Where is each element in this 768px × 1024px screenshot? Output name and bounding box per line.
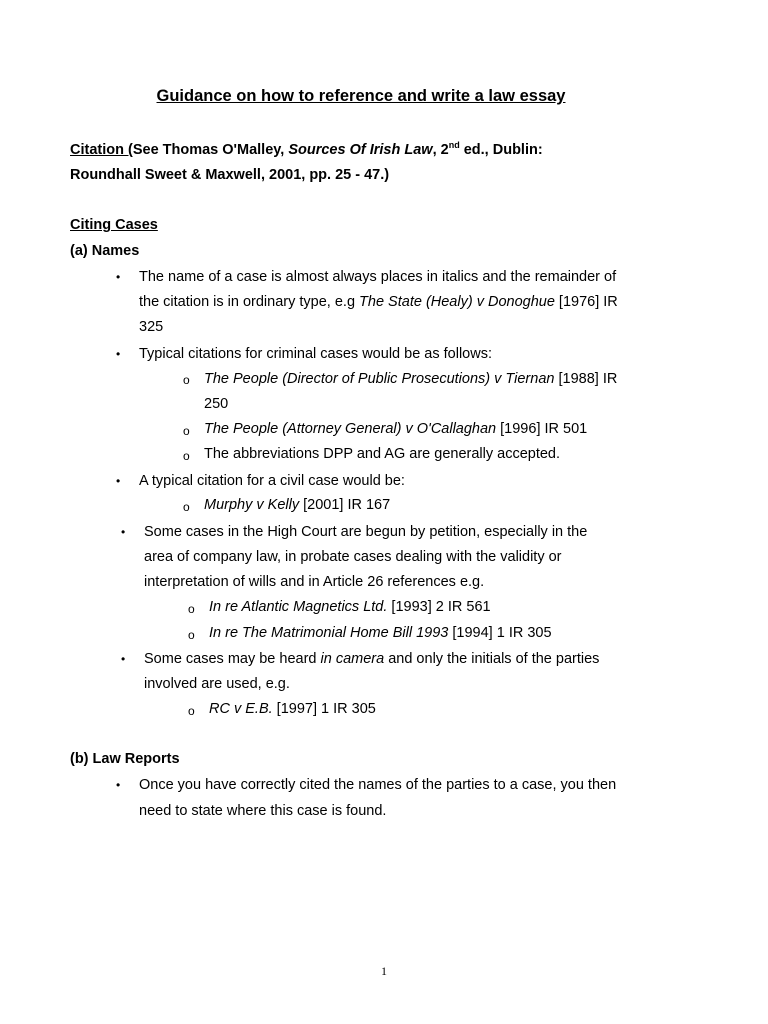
case-name: RC v E.B.: [209, 701, 273, 717]
bullet4-line1: Some cases in the High Court are begun by petition, especially in the: [144, 524, 588, 540]
sub-bullet-icon: o: [183, 424, 190, 438]
case-reference: [1994] 1 IR 305: [448, 625, 552, 641]
case-reference: [1993] 2 IR 561: [387, 599, 491, 615]
case-name: The People (Attorney General) v O'Callaghan: [204, 421, 497, 437]
case-name: Murphy v Kelly: [204, 497, 300, 513]
case-name: In re The Matrimonial Home Bill 1993: [209, 625, 449, 641]
page-title: Guidance on how to reference and write a law essay: [156, 87, 566, 105]
law-reports-subheading: (b) Law Reports: [70, 751, 180, 767]
bullet-icon: •: [116, 474, 121, 488]
bullet2-text: Typical citations for criminal cases would be as follows:: [139, 346, 492, 362]
case-reference: [2001] IR 167: [299, 497, 391, 513]
citation-line-1: [70, 141, 543, 159]
case-reference: [1997] 1 IR 305: [272, 701, 376, 717]
bullet5-line1: [144, 650, 599, 668]
bullet5-text-a: Some cases may be heard: [144, 651, 321, 667]
citation-text-c: ed., Dublin:: [459, 142, 543, 158]
bullet4-line3: interpretation of wills and in Article 26 references e.g.: [144, 574, 485, 590]
citation-text-b: , 2: [432, 142, 449, 158]
bullet1-line1: The name of a case is almost always places in italics and the remainder of: [139, 269, 617, 285]
names-subheading: (a) Names: [70, 243, 140, 259]
bullet5-sub1: [209, 700, 376, 718]
bullet1-text: the citation is in ordinary type, e.g: [139, 294, 360, 310]
case-name: The State (Healy) v Donoghue: [359, 294, 555, 310]
bullet2-sub1-cont: 250: [204, 396, 229, 412]
bullet-icon: •: [116, 270, 121, 284]
sub-bullet-icon: o: [188, 602, 195, 616]
sub-bullet-icon: o: [183, 500, 190, 514]
citation-book-title: Sources Of Irish Law: [288, 142, 433, 158]
sub-bullet-icon: o: [183, 449, 190, 463]
bullet-icon: •: [121, 525, 126, 539]
law-reports-line2: need to state where this case is found.: [139, 803, 387, 819]
page-number: 1: [381, 964, 387, 978]
case-reference: [1988] IR: [554, 371, 618, 387]
bullet4-sub1: [209, 598, 491, 616]
bullet-icon: •: [121, 652, 126, 666]
case-reference: [1996] IR 501: [496, 421, 588, 437]
bullet1-line2: [139, 293, 618, 311]
sub-bullet-icon: o: [183, 373, 190, 387]
bullet1-line3: 325: [139, 319, 164, 335]
bullet5-italic: in camera: [320, 651, 385, 667]
bullet-icon: •: [116, 778, 121, 792]
case-reference: [1976] IR: [554, 294, 618, 310]
citation-line-2: Roundhall Sweet & Maxwell, 2001, pp. 25 - 47.): [70, 167, 390, 183]
citing-cases-heading: Citing Cases: [70, 217, 158, 233]
bullet4-line2: area of company law, in probate cases dealing with the validity or: [144, 549, 562, 565]
bullet2-sub3: The abbreviations DPP and AG are generally accepted.: [204, 446, 561, 462]
bullet2-sub1: [204, 370, 617, 388]
bullet5-text-b: and only the initials of the parties: [384, 651, 600, 667]
bullet4-sub2: [209, 624, 552, 642]
citation-label: Citation (: [70, 142, 133, 158]
sub-bullet-icon: o: [188, 628, 195, 642]
bullet3-sub1: [204, 496, 390, 514]
case-name: In re Atlantic Magnetics Ltd.: [209, 599, 388, 615]
bullet2-sub2: [204, 420, 587, 438]
case-name: The People (Director of Public Prosecutions) v Tiernan: [204, 371, 555, 387]
bullet-icon: •: [116, 347, 121, 361]
citation-text-a: See Thomas O'Malley,: [132, 142, 289, 158]
law-reports-line1: Once you have correctly cited the names of the parties to a case, you then: [139, 777, 617, 793]
sub-bullet-icon: o: [188, 704, 195, 718]
citation-edition-sup: nd: [448, 140, 460, 150]
bullet3-text: A typical citation for a civil case would be:: [139, 473, 405, 489]
bullet5-line2: involved are used, e.g.: [144, 676, 290, 692]
